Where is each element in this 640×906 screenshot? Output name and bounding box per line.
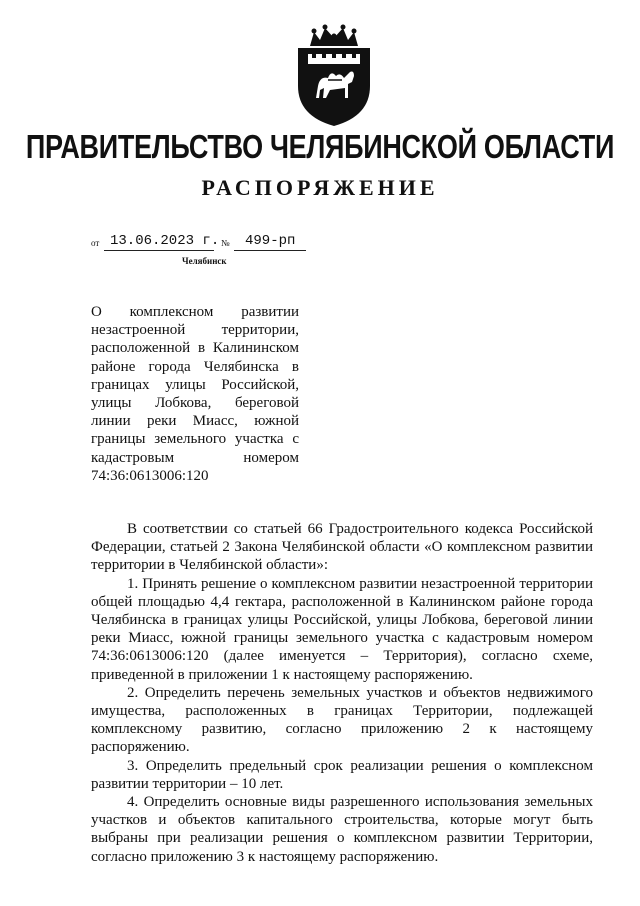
document-number: 499-рп [245,233,296,249]
organization-title: ПРАВИТЕЛЬСТВО ЧЕЛЯБИНСКОЙ ОБЛАСТИ [25,128,615,166]
document-date: 13.06.2023 г. [110,233,220,249]
number-prefix: № [221,238,230,248]
city: Челябинск [182,256,227,266]
subject-text: О комплексном развитии незастроенной территории, расположенной в Калининском районе города Челябинска в границах улицы Российской, улицы Лобкова, береговой линии реки Миасс, южной границы земельного участка с кадастровым номером 74:36:0613006:120 [91,304,299,484]
coat-of-arms-icon [290,24,378,128]
document-body [91,520,593,866]
list-item: 4. Определить основные виды разрешенного использования земельных участков и объектов капитального строительства, которые могут быть выбраны при реализации решения о комплексном развитии Территории, согласно приложению 3 к настоящему распоряжению. [91,794,593,865]
document-type: РАСПОРЯЖЕНИЕ [201,175,439,200]
document-subject [91,303,299,485]
list-item: 3. Определить предельный срок реализации решения о комплексном развитии территории – 10 лет. [91,757,593,792]
date-prefix: от [91,238,100,248]
date-underline [104,250,214,251]
list-item: 1. Принять решение о комплексном развитии незастроенной территории общей площадью 4,4 гектара, расположенной в Калининском районе города Челябинска в границах улицы Российской, улицы Лобкова, береговой линии реки Миасс, южной границы земельного участка с кадастровым номером 74:36:0613006:120 (далее именуется – Территория), согласно схеме, приведенной в приложении 1 к настоящему распоряжению. [91,575,593,683]
number-underline [234,250,306,251]
intro-paragraph: В соответствии со статьей 66 Градостроительного кодекса Российской Федерации, статьей 2 Закона Челябинской области «О комплексном развитии территории в Челябинской области»: [91,521,593,574]
list-item: 2. Определить перечень земельных участков и объектов недвижимого имущества, расположенных в границах Территории, подлежащей комплексному развитию, согласно приложению 2 к настоящему распоряжению. [91,684,593,756]
